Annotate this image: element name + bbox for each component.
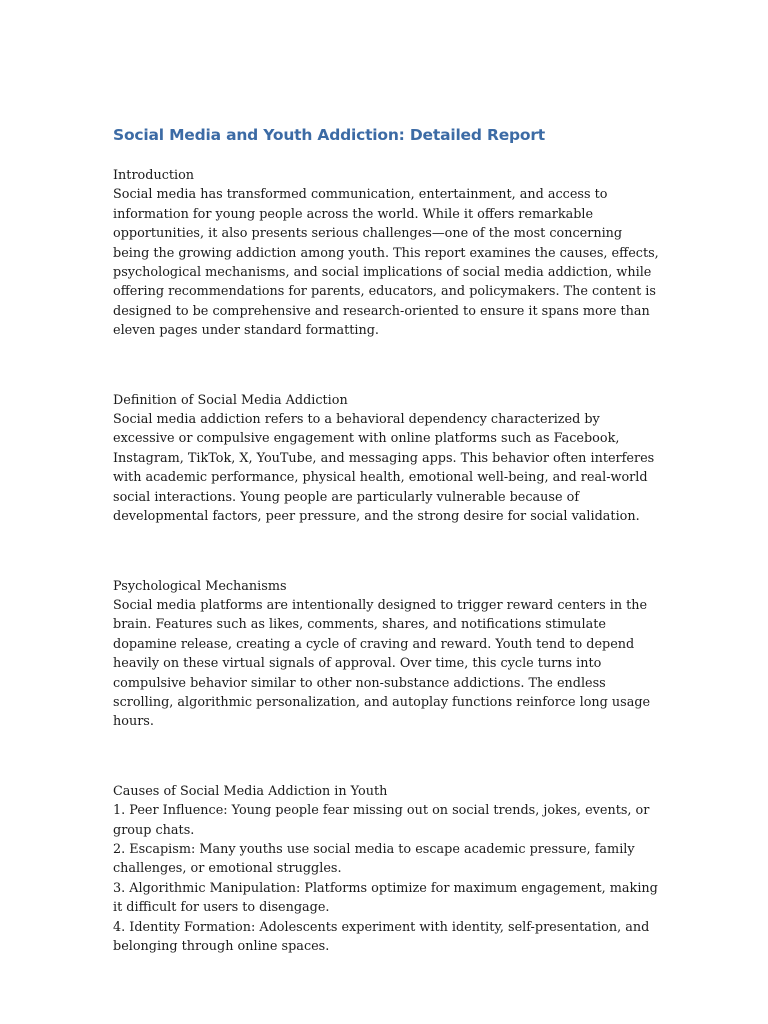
section-heading: Definition of Social Media Addiction <box>113 392 348 408</box>
section-heading: Psychological Mechanisms <box>113 578 287 594</box>
section-definition <box>113 391 659 527</box>
list-item: 2. Escapism: Many youths use social media to escape academic pressure, family challenges, or emotional struggles. <box>113 841 635 877</box>
section-causes <box>113 782 659 957</box>
list-item: 1. Peer Influence: Young people fear missing out on social trends, jokes, events, or group chats. <box>113 803 650 838</box>
section-heading: Introduction <box>113 168 195 183</box>
list-item: 3. Algorithmic Manipulation: Platforms optimize for maximum engagement, making it difficult for users to disengage. <box>113 880 658 916</box>
section-heading: Causes of Social Media Addiction in Youth <box>113 783 388 799</box>
section-introduction <box>113 166 659 341</box>
list-item: 4. Identity Formation: Adolescents experiment with identity, self-presentation, and belonging through online spaces. <box>113 919 650 954</box>
section-psychological-mechanisms <box>113 577 659 732</box>
document-content <box>113 124 659 956</box>
section-body: Social media addiction refers to a behavioral dependency characterized by excessive or compulsive engagement with online platforms such as Facebook, Instagram, TikTok, X, YouTube, and messaging apps. This behavior often interferes with academic performance, physical health, emotional well-being, and real-world social interactions. Young people are particularly vulnerable because of developmental factors, peer pressure, and the strong desire for social validation. <box>113 412 655 525</box>
section-body: Social media has transformed communication, entertainment, and access to information for young people across the world. While it offers remarkable opportunities, it also presents serious challenges—one of the most concerning being the growing addiction among youth. This report examines the causes, effects, psychological mechanisms, and social implications of social media addiction, while offering recommendations for parents, educators, and policymakers. The content is designed to be comprehensive and research-oriented to ensure it spans more than eleven pages under standard formatting. <box>113 187 659 339</box>
document-title: Social Media and Youth Addiction: Detailed Report <box>113 126 546 144</box>
section-body: Social media platforms are intentionally designed to trigger reward centers in the brain. Features such as likes, comments, shares, and notifications stimulate dopamine release, creating a cycle of craving and reward. Youth tend to depend heavily on these virtual signals of approval. Over time, this cycle turns into compulsive behavior similar to other non-substance addictions. The endless scrolling, algorithmic personalization, and autoplay functions reinforce long usage hours. <box>113 597 651 730</box>
